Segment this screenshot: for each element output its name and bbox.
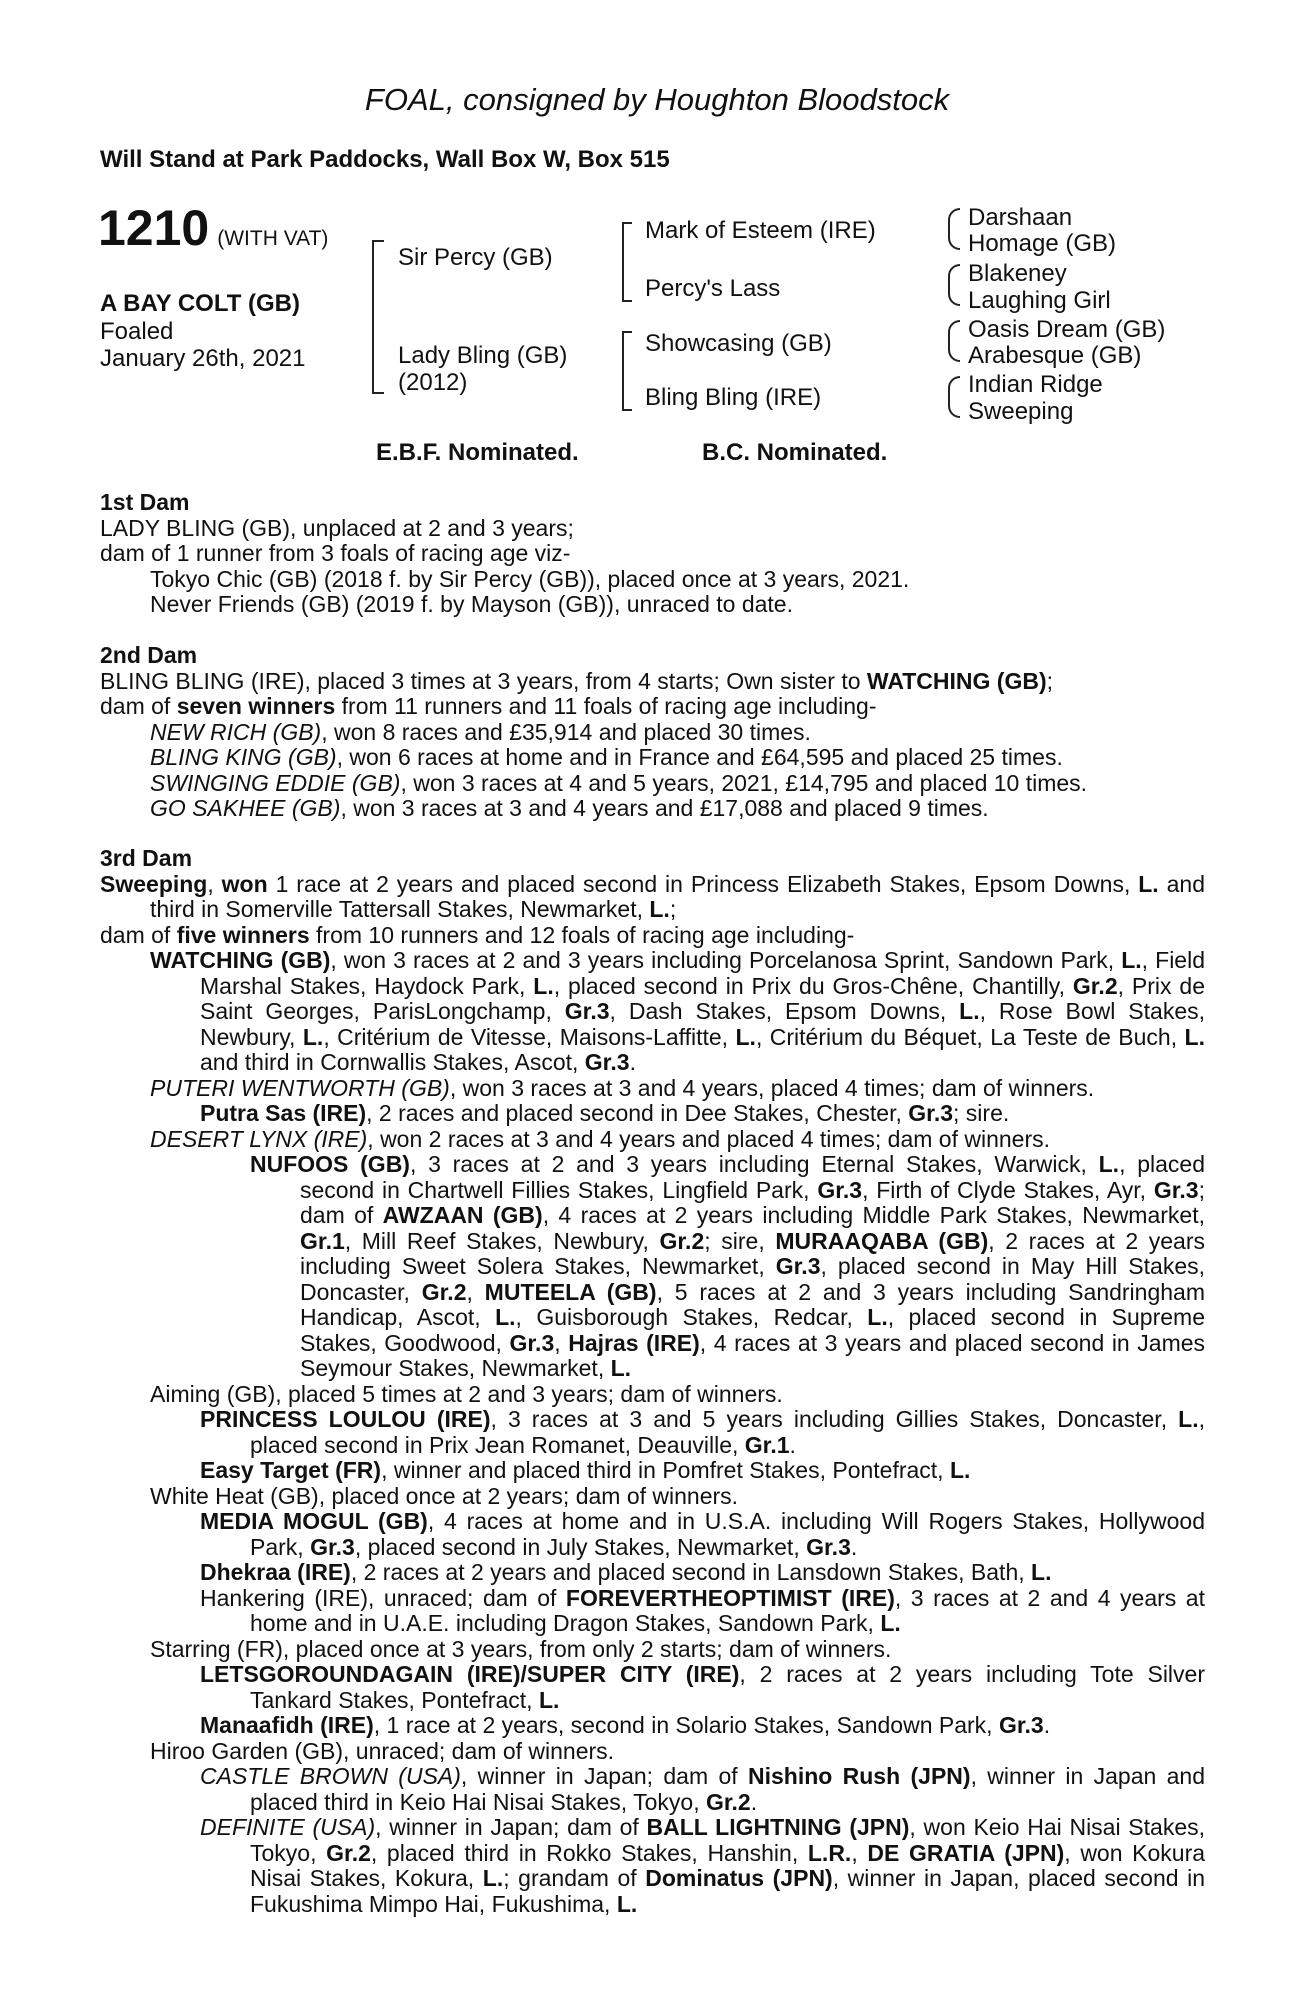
sire-dam-name: Percy's Lass: [645, 275, 781, 302]
foaled-label: Foaled: [100, 318, 174, 345]
grandparent-4: Laughing Girl: [968, 287, 1111, 314]
entry-starring: Starring (FR), placed once at 3 years, from only 2 starts; dam of winners.: [150, 1635, 892, 1662]
grandparent-6: Arabesque (GB): [968, 342, 1142, 369]
entry-aiming: Aiming (GB), placed 5 times at 2 and 3 years; dam of winners.: [150, 1380, 783, 1407]
lot-description: A BAY COLT (GB): [100, 290, 301, 317]
entry-princess-loulou: PRINCESS LOULOU (IRE), 3 races at 3 and 5 years including Gillies Stakes, Doncaster, L., placed second in Prix Jean Romanet, Deauville, Gr.1.: [200, 1406, 1206, 1458]
lot-number-value: 1210: [98, 200, 210, 256]
second-dam-produce-4: GO SAKHEE (GB), won 3 races at 3 and 4 years and £17,088 and placed 9 times.: [150, 795, 989, 821]
first-dam-line-1: LADY BLING (GB), unplaced at 2 and 3 years;: [100, 514, 574, 541]
second-dam-heading: 2nd Dam: [100, 642, 198, 668]
entry-putra-sas: Putra Sas (IRE), 2 races and placed second in Dee Stakes, Chester, Gr.3; sire.: [200, 1100, 1010, 1126]
entry-puteri-wentworth: PUTERI WENTWORTH (GB), won 3 races at 3 and 4 years, placed 4 times; dam of winners.: [150, 1074, 1095, 1101]
grandparent-3: Blakeney: [968, 260, 1067, 287]
first-dam-heading: 1st Dam: [100, 489, 190, 515]
dam-sire-name: Showcasing (GB): [645, 330, 832, 357]
grandparent-8: Sweeping: [968, 398, 1074, 425]
pedigree-brace-dam: [622, 331, 632, 411]
first-dam-section: [100, 490, 1205, 618]
entry-desert-lynx: DESERT LYNX (IRE), won 2 races at 3 and 4 years and placed 4 times; dam of winners.: [150, 1125, 1050, 1152]
entry-dhekraa: Dhekraa (IRE), 2 races at 2 years and placed second in Lansdown Stakes, Bath, L.: [200, 1559, 1052, 1585]
second-dam-produce-3: SWINGING EDDIE (GB), won 3 races at 4 and 5 years, 2021, £14,795 and placed 10 times.: [150, 769, 1088, 796]
third-dam-record: Sweeping, won 1 race at 2 years and placed second in Princess Elizabeth Stakes, Epsom Downs, L. and third in Somerville Tattersall Stakes, Newmarket, L.;: [100, 870, 1205, 922]
first-dam-line-2: dam of 1 runner from 3 foals of racing age viz-: [100, 540, 571, 566]
second-dam-section: [100, 643, 1205, 822]
entry-definite: DEFINITE (USA), winner in Japan; dam of BALL LIGHTNING (JPN), won Keio Hai Nisai Stakes, Tokyo, Gr.2, placed third in Rokko Stakes, Hanshin, L.R., DE GRATIA (JPN), won Kokura Nisai Stakes, Kokura, L.; grandam of Dominatus (JPN), winner in Japan, placed second in Fukushima Mimpo Hai, Fukushima, L.: [200, 1814, 1206, 1917]
third-dam-heading: 3rd Dam: [100, 845, 193, 871]
pedigree-brace-g34: [948, 264, 960, 306]
grandparent-5: Oasis Dream (GB): [968, 316, 1166, 343]
dam-name: Lady Bling (GB): [398, 342, 568, 369]
entry-castle-brown: CASTLE BROWN (USA), winner in Japan; dam of Nishino Rush (JPN), winner in Japan and placed third in Keio Hai Nisai Stakes, Tokyo, Gr.2.: [200, 1763, 1205, 1815]
ebf-nomination: E.B.F. Nominated.: [376, 439, 579, 466]
foaled-date: January 26th, 2021: [100, 345, 306, 372]
third-dam-produce-summary: dam of five winners from 10 runners and 12 foals of racing age including-: [100, 921, 855, 948]
pedigree-brace-g12: [948, 208, 960, 250]
dam-year: (2012): [398, 369, 468, 396]
vat-note: (WITH VAT): [217, 227, 329, 250]
bc-nomination: B.C. Nominated.: [702, 439, 888, 466]
first-dam-produce-2: Never Friends (GB) (2019 f. by Mayson (GB)), unraced to date.: [150, 591, 793, 617]
pedigree-brace-main: [372, 240, 384, 394]
entry-white-heat: White Heat (GB), placed once at 2 years; dam of winners.: [150, 1482, 739, 1509]
pedigree-brace-g78: [948, 376, 960, 418]
third-dam-section: [100, 846, 1205, 1917]
entry-manaafidh: Manaafidh (IRE), 1 race at 2 years, second in Solario Stakes, Sandown Park, Gr.3.: [200, 1712, 1051, 1738]
catalogue-title: FOAL, consigned by Houghton Bloodstock: [364, 82, 950, 117]
sire-sire-name: Mark of Esteem (IRE): [645, 217, 876, 244]
entry-watching: WATCHING (GB), won 3 races at 2 and 3 years including Porcelanosa Sprint, Sandown Park, L., Field Marshal Stakes, Haydock Park, L., placed second in Prix du Gros-Chêne, Chantilly, Gr.2, Prix de Saint Georges, ParisLongchamp, Gr.3, Dash Stakes, Epsom Downs, L., Rose Bowl Stakes, Newbury, L., Critérium de Vitesse, Maisons-Laffitte, L., Critérium du Béquet, La Teste de Buch, L. and third in Cornwallis Stakes, Ascot, Gr.3.: [150, 947, 1206, 1075]
entry-media-mogul: MEDIA MOGUL (GB), 4 races at home and in U.S.A. including Will Rogers Stakes, Hollywood Park, Gr.3, placed second in July Stakes, Newmarket, Gr.3.: [200, 1508, 1205, 1560]
grandparent-2: Homage (GB): [968, 230, 1117, 257]
first-dam-produce-1: Tokyo Chic (GB) (2018 f. by Sir Percy (GB)), placed once at 3 years, 2021.: [150, 565, 910, 592]
entry-hiroo-garden: Hiroo Garden (GB), unraced; dam of winners.: [150, 1737, 615, 1764]
entry-nufoos: NUFOOS (GB), 3 races at 2 and 3 years including Eternal Stakes, Warwick, L., placed second in Chartwell Fillies Stakes, Lingfield Park, Gr.3, Firth of Clyde Stakes, Ayr, Gr.3; dam of AWZAAN (GB), 4 races at 2 years including Middle Park Stakes, Newmarket, Gr.1, Mill Reef Stakes, Newbury, Gr.2; sire, MURAAQABA (GB), 2 races at 2 years including Sweet Solera Stakes, Newmarket, Gr.3, placed second in May Hill Stakes, Doncaster, Gr.2, MUTEELA (GB), 5 races at 2 and 3 years including Sandringham Handicap, Ascot, L., Guisborough Stakes, Redcar, L., placed second in Supreme Stakes, Goodwood, Gr.3, Hajras (IRE), 4 races at 3 years and placed second in James Seymour Stakes, Newmarket, L.: [250, 1151, 1206, 1381]
grandparent-7: Indian Ridge: [968, 371, 1103, 398]
entry-letsgoroundagain: LETSGOROUNDAGAIN (IRE)/SUPER CITY (IRE), 2 races at 2 years including Tote Silver Tankard Stakes, Pontefract, L.: [200, 1661, 1205, 1713]
second-dam-produce-1: NEW RICH (GB), won 8 races and £35,914 and placed 30 times.: [150, 718, 811, 745]
sire-name: Sir Percy (GB): [398, 244, 553, 271]
lot-number: [98, 200, 328, 267]
second-dam-line-2: dam of seven winners from 11 runners and 11 foals of racing age including-: [100, 693, 877, 719]
entry-hankering: Hankering (IRE), unraced; dam of FOREVERTHEOPTIMIST (IRE), 3 races at 2 and 4 years at home and in U.A.E. including Dragon Stakes, Sandown Park, L.: [200, 1584, 1205, 1636]
second-dam-produce-2: BLING KING (GB), won 6 races at home and in France and £64,595 and placed 25 times.: [150, 744, 1063, 770]
stand-location: Will Stand at Park Paddocks, Wall Box W, Box 515: [100, 146, 670, 173]
grandparent-1: Darshaan: [968, 204, 1073, 231]
pedigree-brace-sire: [622, 222, 632, 302]
second-dam-line-1: BLING BLING (IRE), placed 3 times at 3 years, from 4 starts; Own sister to WATCHING (GB);: [100, 667, 1054, 694]
entry-easy-target: Easy Target (FR), winner and placed third in Pomfret Stakes, Pontefract, L.: [200, 1457, 971, 1483]
pedigree-brace-g56: [948, 320, 960, 362]
dam-dam-name: Bling Bling (IRE): [645, 384, 822, 411]
